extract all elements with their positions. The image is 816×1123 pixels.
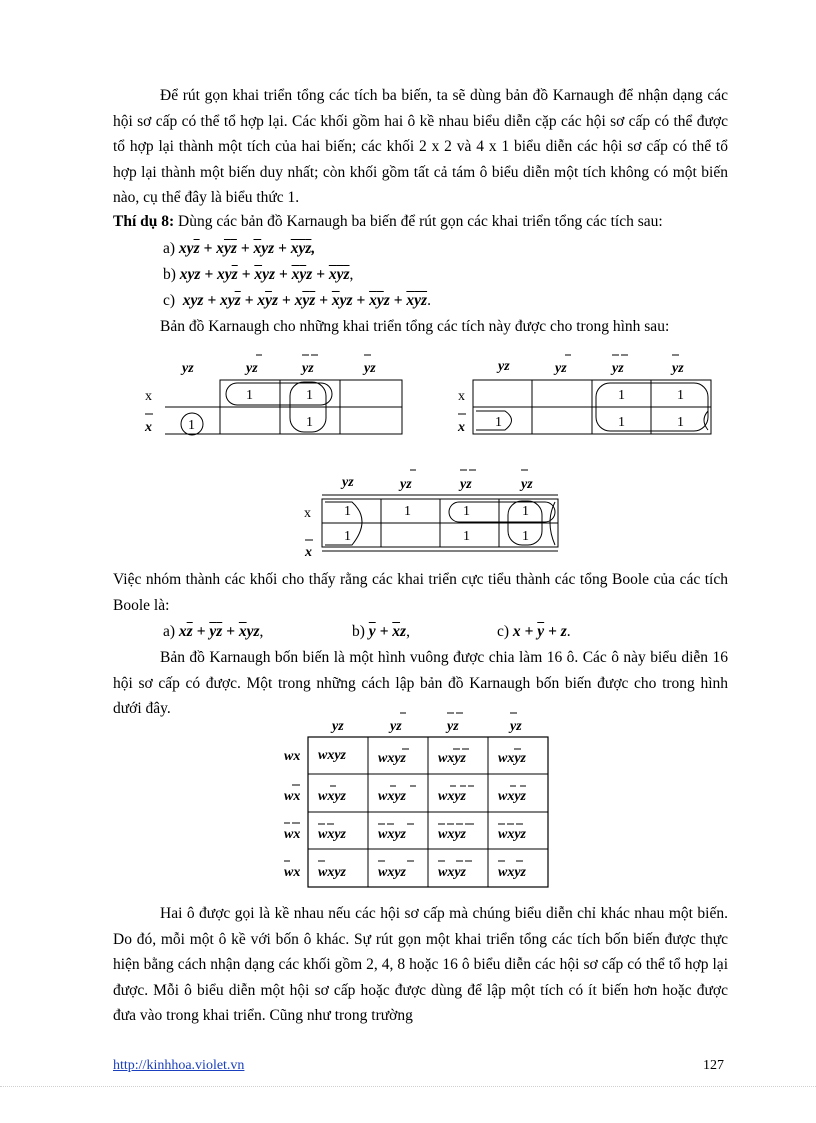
kmap4-col-header: yz [332, 719, 344, 734]
svg-text:wxyz: wxyz [498, 827, 526, 842]
page-number: 127 [703, 1058, 724, 1073]
kmap-c-row-x: x [304, 506, 311, 521]
kmap-c-one: 1 [522, 504, 529, 519]
kmap-a-col-header: yz [302, 361, 314, 376]
kmap-a-one: 1 [188, 418, 195, 433]
kmap-b-row-xbar: x [458, 420, 465, 435]
kmap-c-one: 1 [404, 504, 411, 519]
kmap-c-one: 1 [463, 529, 470, 544]
kmap-b-one: 1 [677, 415, 684, 430]
svg-text:wxyz: wxyz [318, 865, 346, 880]
kmap4-col-header: yz [447, 719, 459, 734]
expression-a: a) $xy\overline{z} + x\overline{y}\overline{z} + \overline{x}yz + \overline{x}\overline{y}\overline{z}$, [163, 240, 316, 257]
kmap-b-col-header: yz [498, 359, 510, 374]
kmap-a-col-header: yz [182, 361, 194, 376]
kmap-b-col-header: yz [612, 361, 624, 376]
kmap4-cells [318, 748, 527, 880]
expression-b: b) xyz + $xy\overline{z} + \overline{x}yz + \overline{x}\overline{y}z + \overline{x}\overline{y}\overline{z}$, [163, 266, 354, 283]
kmap-a-col-header: yz [246, 361, 258, 376]
kmap-a-row-x: x [145, 389, 152, 404]
kmap-c-col-header: yz [400, 477, 412, 492]
kmap-c-one: 1 [522, 529, 529, 544]
svg-text:wxyz: wxyz [438, 789, 466, 804]
svg-text:wxyz: wxyz [318, 827, 346, 842]
kmap4-col-header: yz [390, 719, 402, 734]
svg-text:wxyz: wxyz [378, 789, 406, 804]
svg-text:wxyz: wxyz [498, 789, 526, 804]
paragraph-intro: Để rút gọn khai triển tổng các tích ba biến, ta sẽ dùng bản đồ Karnaugh để nhận dạng các hội sơ cấp có thể tổ hợp lại. Các khối gồm hai ô kề nhau biểu diễn cặp các hội sơ cấp có thể được tổ hợp lại thành một tích của hai biến; các khối 2 x 2 và 4 x 1 biểu diễn các hội sơ cấp có thể tổ hợp lại thành một biến duy nhất; còn khối gồm tất cả tám ô biểu diễn một tích không có một biến nào, cụ thể đây là biểu thức 1. [113, 87, 728, 206]
kmap-b-one: 1 [495, 415, 502, 430]
svg-text:wxyz: wxyz [318, 789, 346, 804]
paragraph-four-var: Bản đồ Karnaugh bốn biến là một hình vuông được chia làm 16 ô. Các ô này biểu diễn 16 hội sơ cấp có được. Một trong những cách lập bản đồ Karnaugh bốn biến được cho trong hình dưới đây. [113, 649, 728, 717]
kmap-c-col-header: yz [521, 477, 533, 492]
kmap4-row-header: wx [284, 789, 301, 804]
kmap-b-one: 1 [618, 388, 625, 403]
svg-text:wxyz: wxyz [438, 751, 466, 766]
footer-link[interactable]: http://kinhhoa.violet.vn [113, 1058, 245, 1073]
paragraph-maps-intro: Bản đồ Karnaugh cho những khai triển tổng các tích này được cho trong hình sau: [160, 318, 670, 335]
kmap-c-col-header: yz [460, 477, 472, 492]
kmap-c-one: 1 [463, 504, 470, 519]
kmap-b-col-header: yz [672, 361, 684, 376]
expression-c: c) xyz + $xy\overline{z} + x\overline{y}z + x\overline{y}\overline{z} + \overline{x}yz + \overline{x}\overline{y}z + \overline{x}\overline{y}\overline{z}$. [163, 292, 431, 309]
svg-text:wxyz: wxyz [378, 827, 406, 842]
svg-text:wxyz: wxyz [438, 865, 466, 880]
footer-divider [0, 1086, 816, 1087]
kmap-a-one: 1 [246, 388, 253, 403]
example-text: Dùng các bản đồ Karnaugh ba biến để rút gọn các khai triển tổng các tích sau: [174, 213, 663, 230]
svg-text:wxyz: wxyz [438, 827, 466, 842]
kmap-b-col-header: yz [555, 361, 567, 376]
svg-text:wxyz: wxyz [378, 751, 406, 766]
kmap-a-col-header: yz [364, 361, 376, 376]
example-label: Thí dụ 8: [113, 213, 175, 230]
answer-a: a) $x\overline{z} + \overline{y}\overline{z} + \overline{x}yz$, [163, 623, 264, 640]
answer-c: c) $x + \overline{y} + z$. [497, 623, 571, 640]
paragraph-adjacent: Hai ô được gọi là kề nhau nếu các hội sơ cấp mà chúng biểu diễn chỉ khác nhau một biến. Do đó, mỗi một ô kề với bốn ô khác. Sự rút gọn một khai triển tổng các tích bốn biến được thực hiện bằng cách nhận dạng các khối gồm 2, 4, 8 hoặc 16 ô biểu diễn các hội sơ cấp có thể tổ hợp lại được. Mỗi ô biểu diễn một hội sơ cấp hoặc được dùng để lập một tích có ít biến hơn hoặc được đưa vào trong khai triển. Cũng như trong trường [113, 905, 728, 1024]
svg-text:wxyz: wxyz [318, 748, 346, 763]
kmap-a-one: 1 [306, 388, 313, 403]
kmap-c-one: 1 [344, 504, 351, 519]
kmap-c-one: 1 [344, 529, 351, 544]
answer-b: b) $\overline{y} + \overline{x}z$, [352, 623, 410, 640]
kmap-b-row-x: x [458, 389, 465, 404]
kmap-b-one: 1 [618, 415, 625, 430]
paragraph-grouping: Việc nhóm thành các khối cho thấy rằng các khai triển cực tiểu thành các tổng Boole của các tích Boole là: [113, 571, 728, 614]
kmap-b-one: 1 [677, 388, 684, 403]
kmap-c-row-xbar: x [305, 545, 312, 560]
kmap4-col-header: yz [510, 719, 522, 734]
kmap-c-col-header: yz [342, 475, 354, 490]
kmap4-row-header: wx [284, 865, 301, 880]
svg-text:wxyz: wxyz [378, 865, 406, 880]
svg-text:wxyz: wxyz [498, 751, 526, 766]
kmap-a-one: 1 [306, 415, 313, 430]
kmap4-row-header: wx [284, 827, 301, 842]
kmap4-row-header: wx [284, 749, 301, 764]
svg-text:wxyz: wxyz [498, 865, 526, 880]
kmap-a-row-xbar: x [145, 420, 152, 435]
